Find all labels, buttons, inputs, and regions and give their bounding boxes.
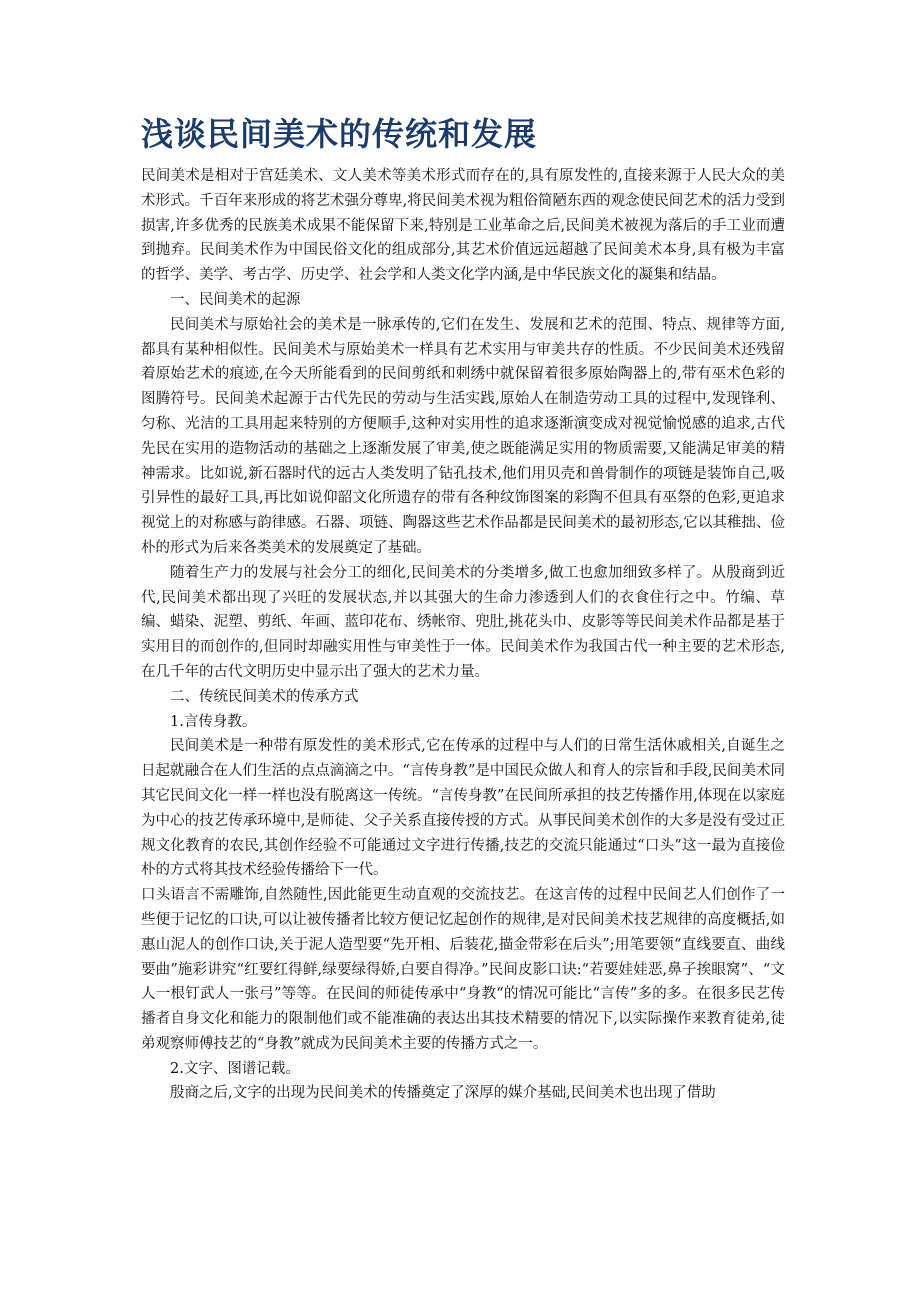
section-heading-inheritance: 二、传统民间美术的传承方式: [170, 688, 359, 705]
section-heading-origin: 一、民间美术的起源: [170, 291, 301, 308]
paragraph-written-records: 殷商之后,文字的出现为民间美术的传播奠定了深厚的媒介基础,民间美术也出现了借助: [170, 1085, 716, 1102]
paragraph-oral-language: 口头语言不需雕饰,自然随性,因此能更生动直观的交流技艺。在这言传的过程中民间艺人们创作了一些便于记忆的口诀,可以让被传播者比较方便记忆起创作的规律,是对民间美术技艺规律的高度概括,如惠山泥人的创作口诀,关于泥人造型要“先开相、后装花,描金带彩在后头”;用笔要领“直线要直、曲线要曲”施彩讲究“红要红得鲜,绿要绿得娇,白要自得净。”民间皮影口诀:“若要娃娃恶,鼻子挨眼窝”、“文人一根钉武人一张弓”等等。在民间的师徒传承中“身教“的情况可能比“言传”多的多。在很多民艺传播者自身文化和能力的限制他们或不能准确的表达出其技术精要的情况下,以实际操作来教育徒弟,徒弟观察师傅技艺的“身教”就成为民间美术主要的传播方式之一。: [141, 887, 785, 1052]
document-title: 浅谈民间美术的传统和发展: [141, 115, 538, 153]
paragraph-intro: 民间美术是相对于宫廷美术、文人美术等美术形式而存在的,具有原发性的,直接来源于人民大众的美术形式。千百年来形成的将艺术强分尊卑,将民间美术视为粗俗简陋东西的观念使民间艺术的活力受到损害,许多优秀的民族美术成果不能保留下来,特别是工业革命之后,民间美术被视为落后的手工业而遭到抛弃。民间美术作为中国民俗文化的组成部分,其艺术价值远远超越了民间美术本身,具有极为丰富的哲学、美学、考古学、历史学、社会学和人类文化学内涵,是中华民族文化的凝集和结晶。: [141, 168, 785, 284]
document-page: [141, 112, 785, 1106]
subheading-written-records: 2.文字、图谱记载。: [170, 1060, 300, 1077]
paragraph-origin: 民间美术与原始社会的美术是一脉承传的,它们在发生、发展和艺术的范围、特点、规律等方面,都具有某种相似性。民间美术与原始美术一样具有艺术实用与审美共存的性质。不少民间美术还残留着原始艺术的痕迹,在今天所能看到的民间剪纸和刺绣中就保留着很多原始陶器上的,带有巫术色彩的图腾符号。民间美术起源于古代先民的劳动与生活实践,原始人在制造劳动工具的过程中,发现锋利、匀称、光洁的工具用起来特别的方便顺手,这种对实用性的追求逐渐演变成对视觉愉悦感的追求,古代先民在实用的造物活动的基础之上逐渐发展了审美,使之既能满足实用的物质需要,又能满足审美的精神需求。比如说,新石器时代的远古人类发明了钻孔技术,他们用贝壳和兽骨制作的项链是装饰自己,吸引异性的最好工具,再比如说仰韶文化所遗存的带有各种纹饰图案的彩陶不但具有巫祭的色彩,更追求视觉上的对称感与韵律感。石器、项链、陶器这些艺术作品都是民间美术的最初形态,它以其稚拙、俭朴的形式为后来各类美术的发展奠定了基础。: [141, 316, 785, 556]
paragraph-development: 随着生产力的发展与社会分工的细化,民间美术的分类增多,做工也愈加细致多样了。从殷商到近代,民间美术都出现了兴旺的发展状态,并以其强大的生命力渗透到人们的衣食住行之中。竹编、草编、蜡染、泥塑、剪纸、年画、蓝印花布、绣帐帘、兜肚,挑花头巾、皮影等等民间美术作品都是基于实用目的而创作的,但同时却融实用性与审美性于一体。民间美术作为我国古代一种主要的艺术形态,在几千年的古代文明历史中显示出了强大的艺术力量。: [141, 564, 785, 680]
subheading-oral-teaching: 1.言传身教。: [170, 713, 257, 730]
paragraph-oral-teaching: 民间美术是一种带有原发性的美术形式,它在传承的过程中与人们的日常生活休戚相关,自诞生之日起就融合在人们生活的点点滴滴之中。“言传身教”是中国民众做人和育人的宗旨和手段,民间美术同其它民间文化一样一样也没有脱离这一传统。“言传身教”在民间所承担的技艺传播作用,体现在以家庭为中心的技艺传承环境中,是师徒、父子关系直接传授的方式。从事民间美术创作的大多是没有受过正规文化教育的农民,其创作经验不可能通过文字进行传播,技艺的交流只能通过“口头”这一最为直接俭朴的方式将其技术经验传播给下一代。: [141, 738, 785, 879]
